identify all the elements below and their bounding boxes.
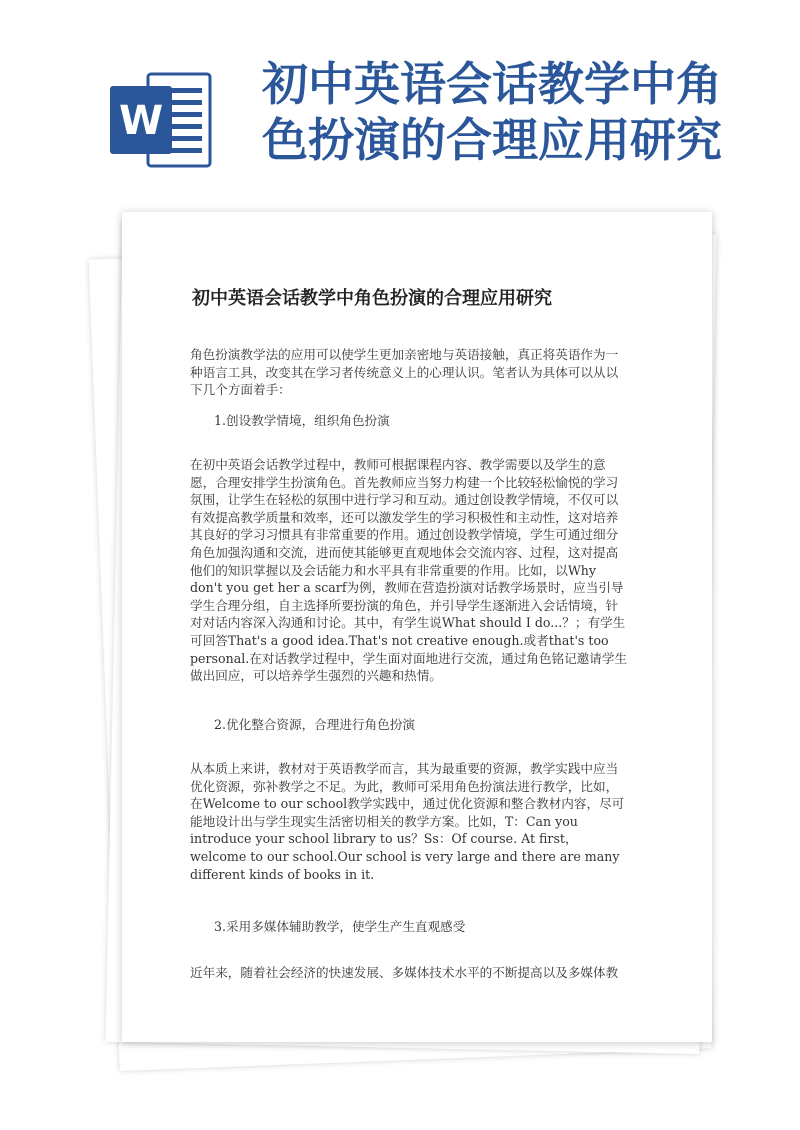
section-1-heading: 1.创设教学情境，组织角色扮演 (214, 413, 390, 428)
header-banner (0, 0, 800, 200)
word-document-icon (108, 66, 218, 176)
logo-letter: W (118, 98, 164, 144)
banner-title: 初中英语会话教学中角色扮演的合理应用研究 (262, 57, 722, 167)
section-2-body: 从本质上来讲，教材对于英语教学而言，其为最重要的资源，教学实践中应当优化资源，弥补教学之不足。为此，教师可采用角色扮演法进行教学，比如，在Welcome to our school教学实践中，通过优化资源和整合教材内容，尽可能地设计出与学生现实生活密切相关的教学方案。比如，T：Can you introduce your school library to us？Ss：Of course. At first，welcome to our school.Our school is very large and there are many different kinds of books in it. (190, 761, 625, 882)
document-page (122, 212, 712, 1042)
intro-paragraph: 角色扮演教学法的应用可以使学生更加亲密地与英语接触，真正将英语作为一种语言工具，改变其在学习者传统意义上的心理认识。笔者认为具体可以从以下几个方面着手： (190, 347, 619, 398)
document-title: 初中英语会话教学中角色扮演的合理应用研究 (192, 288, 552, 309)
section-1-body: 在初中英语会话教学过程中，教师可根据课程内容、教学需要以及学生的意愿，合理安排学生扮演角色。首先教师应当努力构建一个比较轻松愉悦的学习氛围，让学生在轻松的氛围中进行学习和互动。通过创设教学情境，不仅可以有效提高教学质量和效率，还可以激发学生的学习积极性和主动性，这对培养其良好的学习习惯具有非常重要的作用。通过创设教学情境，学生可通过细分角色加强沟通和交流，进而使其能够更直观地体会交流内容、过程，这对提高他们的知识掌握以及会话能力和水平具有非常重要的作用。比如，以Why don't you get her a scarf为例，教师在营造扮演对话教学场景时，应当引导学生合理分组，自主选择所要扮演的角色，并引导学生逐渐进入会话情境，针对对话内容深入沟通和讨论。其中，有学生说What should I do...？；有学生可回答That's a good idea.That's not creative enough.或者that's too personal.在对话教学过程中，学生面对面地进行交流，通过角色铭记邀请学生做出回应，可以培养学生强烈的兴趣和热情。 (190, 457, 628, 684)
section-3-body: 近年来，随着社会经济的快速发展、多媒体技术水平的不断提高以及多媒体教 (190, 965, 619, 980)
section-3-heading: 3.采用多媒体辅助教学，使学生产生直观感受 (214, 919, 466, 934)
section-2-heading: 2.优化整合资源，合理进行角色扮演 (214, 717, 415, 732)
